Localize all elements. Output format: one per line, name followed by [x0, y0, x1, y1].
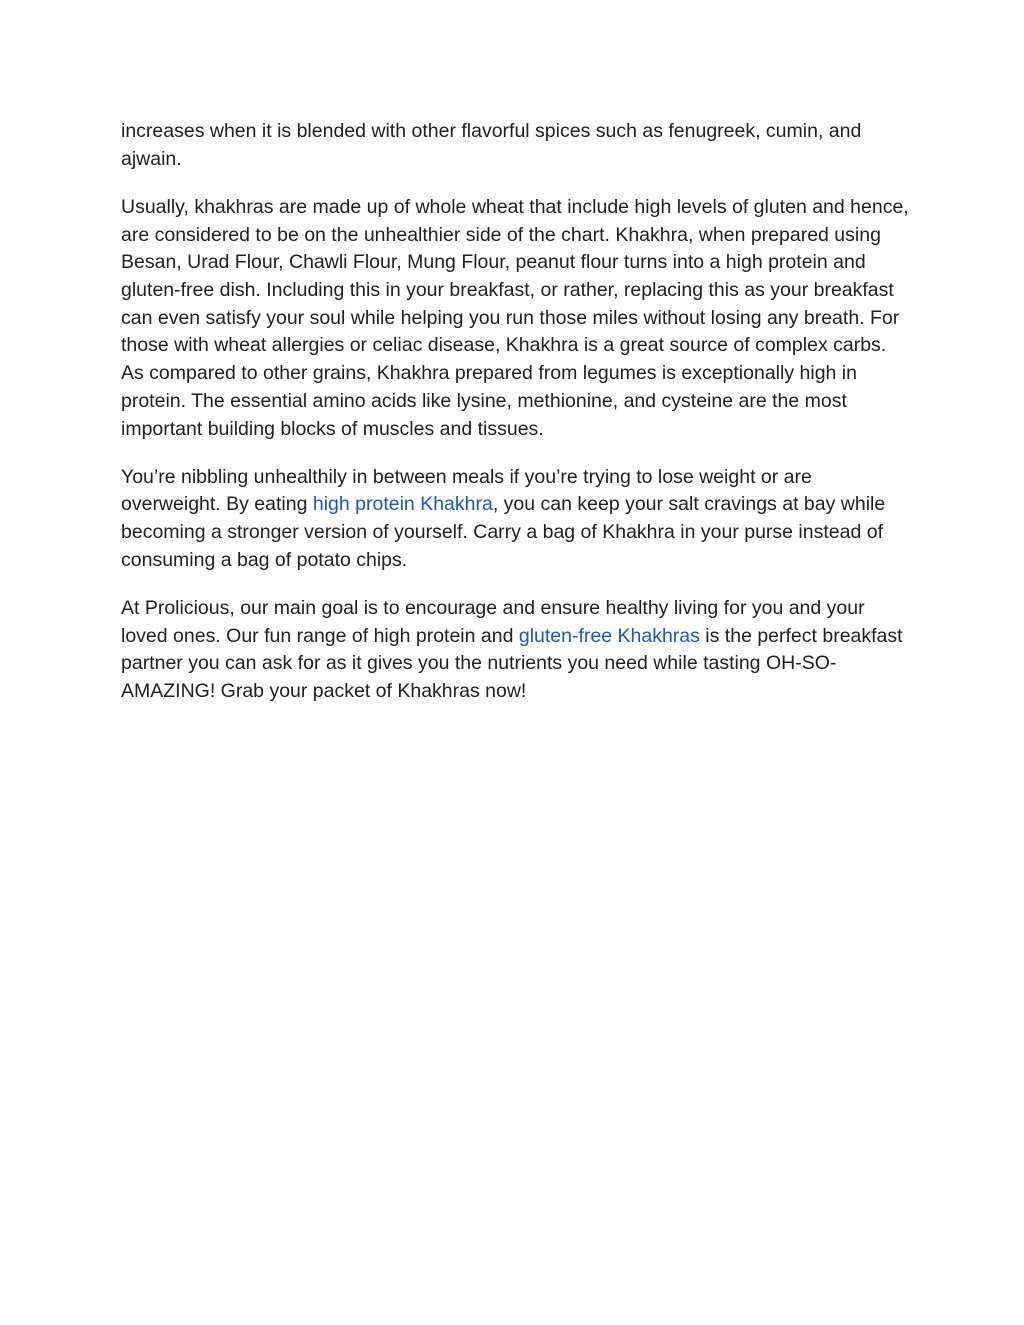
paragraph-wheat-gluten [121, 194, 911, 443]
gluten-free-khakhras-link[interactable]: gluten-free Khakhras [518, 624, 700, 647]
paragraph-spices [121, 118, 911, 173]
paragraph-snacking-text-after: , you can keep your salt cravings at bay while becoming a stronger version of yourself. Carry a bag of Khakhra in your purse instead of consuming a bag of potato chips. [121, 493, 886, 571]
document-body [121, 118, 911, 726]
paragraph-prolicious-text-before: At Prolicious, our main goal is to encourage and ensure healthy living for you and your loved ones. Our fun range of high protein and [121, 597, 865, 647]
paragraph-spices-text: increases when it is blended with other flavorful spices such as fenugreek, cumin, and ajwain. [121, 120, 862, 170]
paragraph-snacking [121, 464, 911, 575]
paragraph-snacking-text-before: You’re nibbling unhealthily in between meals if you’re trying to lose weight or are overweight. By eating [121, 465, 812, 516]
high-protein-khakhra-link[interactable]: high protein Khakhra [312, 493, 493, 516]
paragraph-prolicious [121, 595, 911, 706]
paragraph-prolicious-text-after: is the perfect breakfast partner you can ask for as it gives you the nutrients you need while tasting OH-SO-AMAZING! Grab your packet of Khakhras now! [121, 624, 903, 703]
paragraph-wheat-gluten-text: Usually, khakhras are made up of whole wheat that include high levels of gluten and hence, are considered to be on the unhealthier side of the chart. Khakhra, when prepared using Besan, Urad Flour, Chawli Flour, Mung Flour, peanut flour turns into a high protein and gluten-free dish. Including this in your breakfast, or rather, replacing this as your breakfast can even satisfy your soul while helping you run those miles without losing any breath. For those with wheat allergies or celiac disease, Khakhra is a great source of complex carbs. As compared to other grains, Khakhra prepared from legumes is exceptionally high in protein. The essential amino acids like lysine, methionine, and cysteine are the most important building blocks of muscles and tissues. [121, 195, 909, 440]
